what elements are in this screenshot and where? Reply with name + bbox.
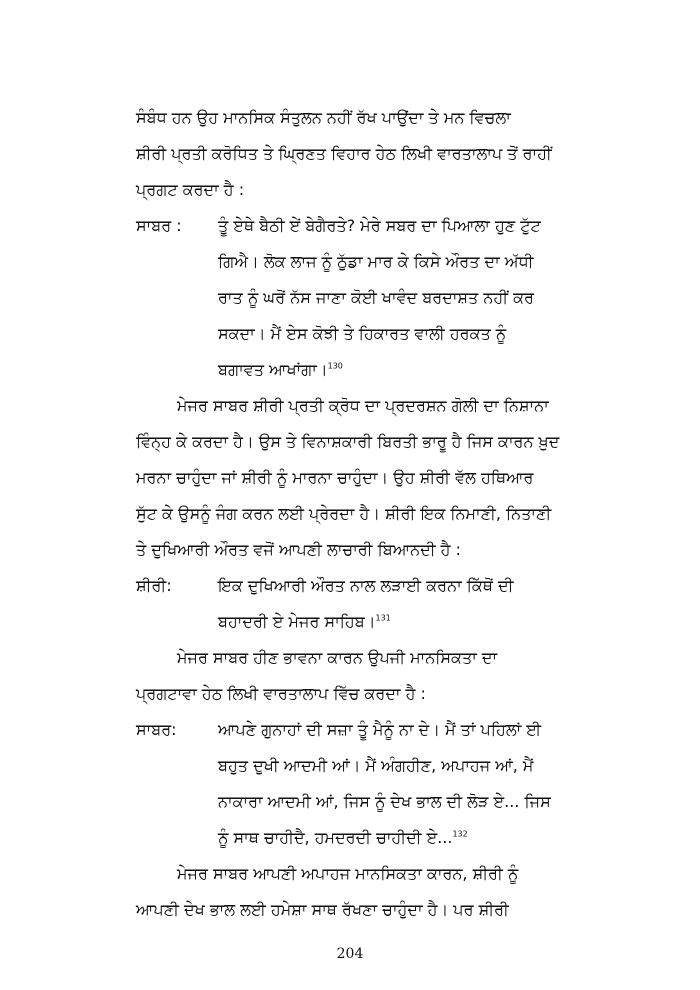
body-text-line: ਮੇਜਰ ਸਾਬਰ ਆਪਣੀ ਅਪਾਹਜ ਮਾਨਸਿਕਤਾ ਕਾਰਨ, ਸ਼ੀਰੀ ਨੂੰ: [177, 864, 519, 883]
dialogue-line: [218, 611, 616, 633]
body-text-line: ਪ੍ਰਗਟਾਵਾ ਹੇਠ ਲਿਖੀ ਵਾਰਤਾਲਾਪ ਵਿੱਚ ਕਰਦਾ ਹੈ :: [136, 684, 426, 703]
speaker-label: ਸਾਬਰ :: [136, 216, 182, 235]
dialogue-line: ਰਾਤ ਨੂੰ ਘਰੋਂ ਨੱਸ ਜਾਣਾ ਕੋਈ ਖਾਵੰਦ ਬਰਦਾਸ਼ਤ ਨਹੀਂ ਕਰ: [218, 288, 534, 307]
body-text-line: ਆਪਣੀ ਦੇਖ ਭਾਲ ਲਈ ਹਮੇਸ਼ਾ ਸਾਥ ਰੱਖਣਾ ਚਾਹੁੰਦਾ ਹੈ। ਪਰ ਸ਼ੀਰੀ: [136, 900, 509, 919]
dialogue-line: ਬਹੁਤ ਦੁਖੀ ਆਦਮੀ ਆਂ। ਮੈਂ ਅੰਗਹੀਣ, ਅਪਾਹਜ ਆਂ, ਮੈਂ: [218, 756, 534, 775]
dialogue-line: ਆਪਣੇ ਗੁਨਾਹਾਂ ਦੀ ਸਜ਼ਾ ਤੂੰ ਮੈਨੂੰ ਨਾ ਦੇ। ਮੈਂ ਤਾਂ ਪਹਿਲਾਂ ਈ: [218, 720, 542, 739]
body-text-line: ਸ਼ੀਰੀ ਪ੍ਰਤੀ ਕਰੋਧਿਤ ਤੇ ਘ੍ਰਿਣਤ ਵਿਹਾਰ ਹੇਠ ਲਿਖੀ ਵਾਰਤਾਲਾਪ ਤੋਂ ਰਾਹੀਂ: [136, 144, 552, 163]
dialogue-line: ਇਕ ਦੁਖਿਆਰੀ ਔਰਤ ਨਾਲ ਲੜਾਈ ਕਰਨਾ ਕਿੱਥੋਂ ਦੀ: [218, 576, 514, 595]
dialogue-line: [218, 827, 616, 849]
body-text-line: ਮੇਜਰ ਸਾਬਰ ਹੀਣ ਭਾਵਨਾ ਕਾਰਨ ਉਪਜੀ ਮਾਨਸਿਕਤਾ ਦਾ: [177, 648, 498, 667]
dialogue-text: ਨੂੰ ਸਾਥ ਚਾਹੀਦੈ, ਹਮਦਰਦੀ ਚਾਹੀਦੀ ਏ...: [218, 828, 453, 847]
body-text-line: ਮੇਜਰ ਸਾਬਰ ਸ਼ੀਰੀ ਪ੍ਰਤੀ ਕ੍ਰੋਧ ਦਾ ਪ੍ਰਦਰਸ਼ਨ ਗੋਲੀ ਦਾ ਨਿਸ਼ਾਨਾ: [177, 396, 549, 415]
body-text-line: ਮਰਨਾ ਚਾਹੁੰਦਾ ਜਾਂ ਸ਼ੀਰੀ ਨੂੰ ਮਾਰਨਾ ਚਾਹੁੰਦਾ। ਉਹ ਸ਼ੀਰੀ ਵੱਲ ਹਥਿਆਰ: [136, 468, 534, 487]
body-text-line: ਪ੍ਰਗਟ ਕਰਦਾ ਹੈ :: [136, 180, 245, 199]
body-text-line: ਵਿੰਨ੍ਹ ਕੇ ਕਰਦਾ ਹੈ। ਉਸ ਤੇ ਵਿਨਾਸ਼ਕਾਰੀ ਬਿਰਤੀ ਭਾਰੂ ਹੈ ਜਿਸ ਕਾਰਨ ਖ਼ੁਦ: [136, 432, 560, 451]
dialogue-text: ਬਗਾਵਤ ਆਖਾਂਗਾ।: [218, 360, 328, 379]
dialogue-text: ਬਹਾਦਰੀ ਏ ਮੇਜਰ ਸਾਹਿਬ।: [218, 612, 376, 631]
dialogue-line: ਗਿਐ। ਲੋਕ ਲਾਜ ਨੂੰ ਠੁੱਡਾ ਮਾਰ ਕੇ ਕਿਸੇ ਔਰਤ ਦਾ ਅੱਧੀ: [218, 252, 534, 271]
body-text-line: ਸੰਬੰਧ ਹਨ ਉਹ ਮਾਨਸਿਕ ਸੰਤੁਲਨ ਨਹੀਂ ਰੱਖ ਪਾਉਂਦਾ ਤੇ ਮਨ ਵਿਚਲਾ: [136, 108, 511, 127]
dialogue-line: ਤੂੰ ਏਥੇ ਬੈਠੀ ਏਂ ਬੇਗੈਰਤੇ? ਮੇਰੇ ਸਬਰ ਦਾ ਪਿਆਲਾ ਹੁਣ ਟੁੱਟ: [218, 216, 541, 235]
page-number: 204: [336, 946, 364, 962]
dialogue-line: ਸਕਦਾ। ਮੈਂ ਏਸ ਕੋਝੀ ਤੇ ਹਿਕਾਰਤ ਵਾਲੀ ਹਰਕਤ ਨੂੰ: [218, 324, 507, 343]
footnote-ref: 132: [452, 829, 468, 839]
body-text-line: ਤੇ ਦੁਖਿਆਰੀ ਔਰਤ ਵਜੋਂ ਆਪਣੀ ਲਾਚਾਰੀ ਬਿਆਨਦੀ ਹੈ :: [136, 540, 461, 559]
body-text-line: ਸੁੱਟ ਕੇ ਉਸਨੂੰ ਜੰਗ ਕਰਨ ਲਈ ਪ੍ਰੇਰਦਾ ਹੈ। ਸ਼ੀਰੀ ਇਕ ਨਿਮਾਣੀ, ਨਿਤਾਣੀ: [136, 504, 552, 523]
footnote-ref: 131: [375, 613, 391, 623]
speaker-label: ਸਾਬਰ:: [136, 720, 177, 739]
footnote-ref: 130: [327, 361, 343, 371]
dialogue-line: [218, 359, 616, 381]
dialogue-line: ਨਾਕਾਰਾ ਆਦਮੀ ਆਂ, ਜਿਸ ਨੂੰ ਦੇਖ ਭਾਲ ਦੀ ਲੋੜ ਏ... ਜਿਸ: [218, 792, 551, 811]
speaker-label: ਸ਼ੀਰੀ:: [136, 576, 172, 595]
